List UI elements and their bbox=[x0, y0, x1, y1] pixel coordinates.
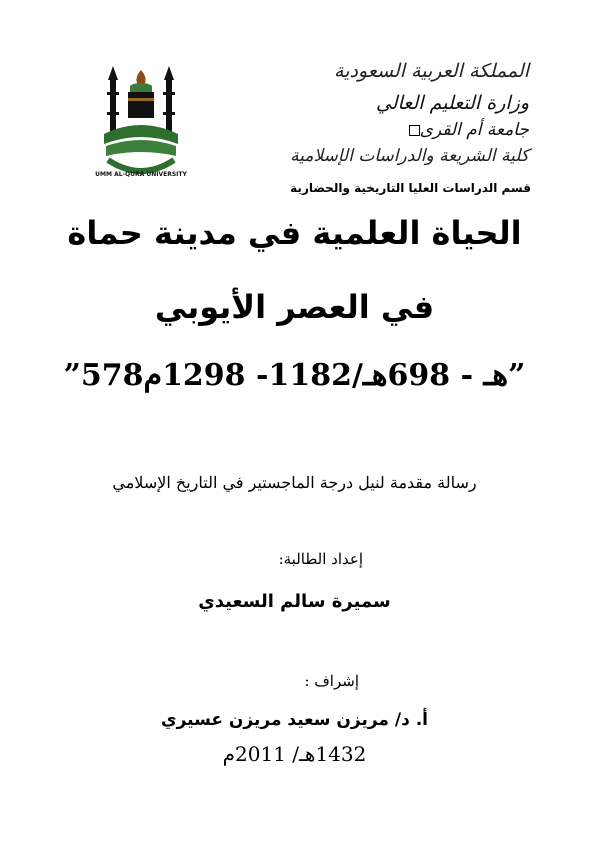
header-university bbox=[406, 120, 529, 140]
header-college: كلية الشريعة والدراسات الإسلامية bbox=[290, 146, 529, 166]
thesis-date: 1432هـ/ 2011م bbox=[222, 742, 367, 766]
checkbox-square-icon bbox=[409, 125, 420, 136]
student-name: سميرة سالم السعيدي bbox=[198, 591, 391, 612]
thesis-title-dates: ”578هـ - 698هـ/1182- 1298م” bbox=[63, 358, 526, 393]
thesis-title-line-1: الحياة العلمية في مدينة حماة bbox=[67, 214, 522, 252]
supervision-label: إشراف : bbox=[304, 672, 359, 690]
header-kingdom: المملكة العربية السعودية bbox=[334, 60, 529, 82]
thesis-statement: رسالة مقدمة لنيل درجة الماجستير في التاريخ الإسلامي bbox=[112, 473, 477, 492]
department-name: قسم الدراسات العليا التاريخية والحضارية bbox=[290, 181, 531, 195]
umm-al-qura-university-logo-icon bbox=[95, 64, 187, 180]
header-ministry: وزارة التعليم العالي bbox=[375, 92, 529, 114]
thesis-title-line-2: في العصر الأيوبي bbox=[154, 288, 435, 326]
svg-text:UMM AL-QURA UNIVERSITY: UMM AL-QURA UNIVERSITY bbox=[95, 171, 187, 178]
header-university-text: جامعة أم القرى bbox=[419, 120, 529, 140]
prepared-by-label: إعداد الطالبة: bbox=[278, 550, 363, 568]
supervisor-name: أ. د/ مريزن سعيد مريزن عسيري bbox=[160, 710, 429, 730]
